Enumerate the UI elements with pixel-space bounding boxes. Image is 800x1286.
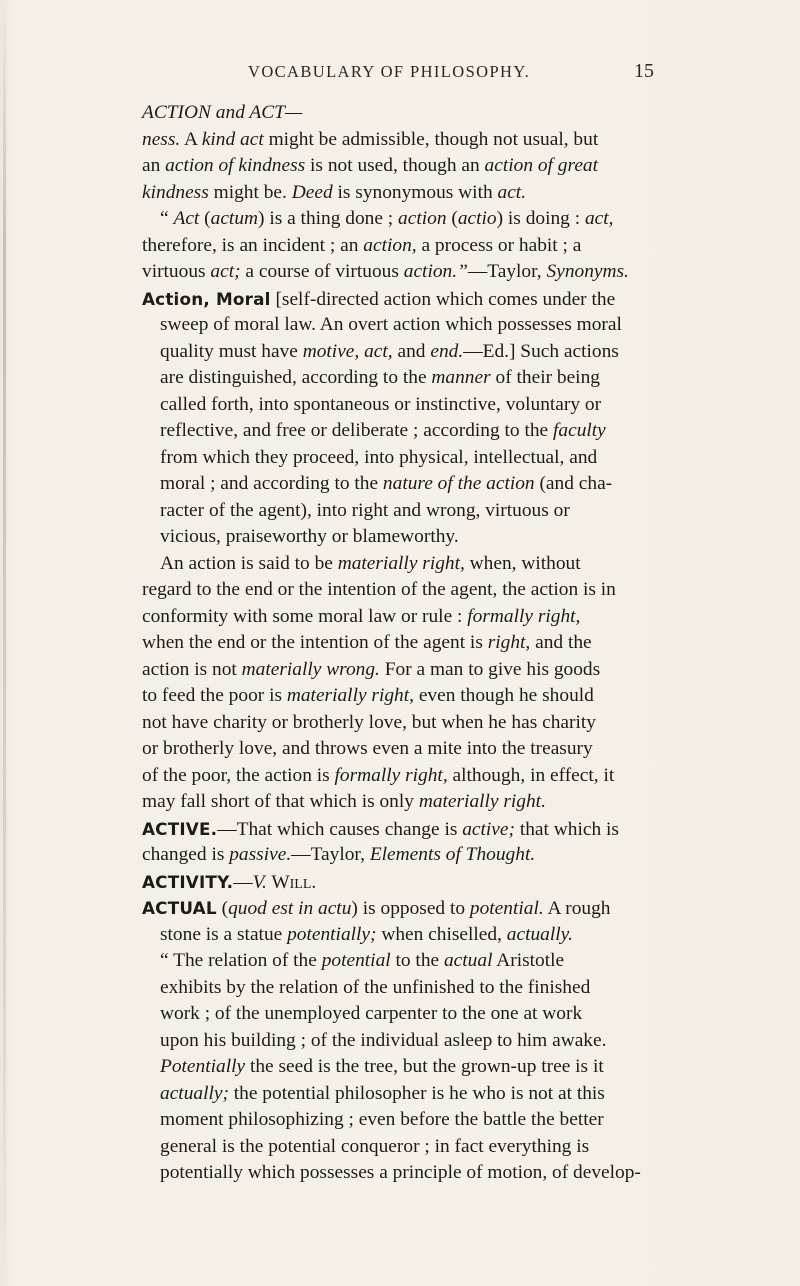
- text-run: —That which causes change is: [217, 819, 463, 840]
- text-run: active;: [462, 819, 515, 840]
- text-run: —Taylor,: [291, 844, 370, 865]
- text-run: moment philosophizing ; even before the battle the better: [160, 1109, 604, 1130]
- text-run: —: [233, 872, 253, 893]
- text-run: stone is a statue: [160, 924, 288, 945]
- text-run: (and cha-: [534, 473, 613, 494]
- text-run: action of great: [484, 155, 599, 176]
- text-line: [160, 1134, 662, 1160]
- text-line: [142, 710, 662, 736]
- text-run: that which is: [514, 819, 619, 840]
- text-line: [142, 842, 662, 868]
- text-run: A rough: [543, 898, 611, 919]
- text-run: a course of virtuous: [240, 261, 404, 282]
- text-line: [142, 233, 662, 259]
- text-run: from which they proceed, into physical, intellectual, and: [160, 447, 598, 468]
- text-line: [160, 975, 662, 1001]
- text-run: racter of the agent), into right and wrong, virtuous or: [160, 500, 570, 521]
- text-run: ) is opposed to: [351, 898, 470, 919]
- text-line: [160, 948, 662, 974]
- text-run: potential: [321, 950, 391, 971]
- text-run: right,: [487, 632, 531, 653]
- text-line: [160, 312, 662, 338]
- text-run: changed is: [142, 844, 230, 865]
- text-run: action is not: [142, 659, 242, 680]
- text-run: sweep of moral law. An overt action which possesses moral: [160, 314, 622, 335]
- text-run: (: [216, 898, 229, 919]
- text-run: Synonyms.: [546, 261, 629, 282]
- text-run: Deed: [291, 182, 333, 203]
- text-run: formally right,: [467, 606, 581, 627]
- text-run: Elements of Thought.: [369, 844, 536, 865]
- text-run: quod est in actu: [228, 898, 352, 919]
- text-run: manner: [431, 367, 491, 388]
- text-run: Act: [173, 208, 200, 229]
- text-line: [142, 789, 662, 815]
- text-run: action: [398, 208, 447, 229]
- text-run: regard to the end or the intention of the agent, the action is in: [142, 579, 616, 600]
- text-run: Aristotle: [492, 950, 565, 971]
- text-line: [160, 392, 662, 418]
- text-run: when chiselled,: [376, 924, 507, 945]
- text-line: [142, 286, 662, 312]
- text-run: potential.: [469, 898, 544, 919]
- text-line: [142, 895, 662, 921]
- text-line: [142, 577, 662, 603]
- text-run: is not used, though an: [305, 155, 485, 176]
- text-run: action.”: [403, 261, 468, 282]
- text-run: “ The relation of the: [160, 950, 322, 971]
- text-run: an: [142, 155, 166, 176]
- text-run: upon his building ; of the individual asleep to him awake.: [160, 1030, 607, 1051]
- text-line: [160, 339, 662, 365]
- text-run: although, in effect, it: [447, 765, 615, 786]
- text-run: action,: [363, 235, 417, 256]
- text-run: ) is doing :: [496, 208, 585, 229]
- text-run: and the: [530, 632, 592, 653]
- text-line: [160, 551, 662, 577]
- text-run: kindness: [142, 182, 209, 203]
- text-line: [142, 153, 662, 179]
- text-run: materially right.: [418, 791, 546, 812]
- text-run: of their being: [490, 367, 600, 388]
- text-run: ACTION and ACT—: [142, 102, 303, 123]
- text-run: when the end or the intention of the agent is: [142, 632, 488, 653]
- text-line: [142, 604, 662, 630]
- text-run: moral ; and according to the: [160, 473, 383, 494]
- text-run: ACTUAL: [142, 898, 217, 918]
- text-line: [160, 922, 662, 948]
- text-run: faculty: [553, 420, 606, 441]
- text-run: work ; of the unemployed carpenter to the one at work: [160, 1003, 583, 1024]
- text-line: [142, 869, 662, 895]
- text-run: when, without: [464, 553, 581, 574]
- page-number: 15: [634, 60, 654, 82]
- text-run: materially right,: [337, 553, 465, 574]
- text-run: materially wrong.: [241, 659, 380, 680]
- text-run: act.: [497, 182, 527, 203]
- text-run: conformity with some moral law or rule :: [142, 606, 468, 627]
- text-run: actual: [443, 950, 493, 971]
- text-run: action of kindness: [165, 155, 306, 176]
- text-run: even though he should: [413, 685, 594, 706]
- text-run: (: [446, 208, 458, 229]
- text-run: may fall short of that which is only: [142, 791, 419, 812]
- text-run: therefore, is an incident ; an: [142, 235, 364, 256]
- text-run: actually.: [506, 924, 574, 945]
- text-line: [142, 100, 662, 126]
- text-line: [160, 1160, 662, 1186]
- running-title: VOCABULARY OF PHILOSOPHY.: [248, 62, 531, 81]
- text-run: formally right,: [334, 765, 448, 786]
- text-run: the potential philosopher is he who is not at this: [228, 1083, 605, 1104]
- text-run: materially right,: [286, 685, 414, 706]
- text-run: —Ed.] Such actions: [463, 341, 619, 362]
- text-run: end.: [430, 341, 464, 362]
- text-run: ness.: [142, 129, 181, 150]
- text-run: actum: [210, 208, 259, 229]
- text-run: exhibits by the relation of the unfinished to the finished: [160, 977, 591, 998]
- text-line: [142, 736, 662, 762]
- text-run: or brotherly love, and throws even a mite into the treasury: [142, 738, 593, 759]
- text-run: actio: [457, 208, 497, 229]
- text-line: [160, 365, 662, 391]
- text-line: [142, 180, 662, 206]
- text-run: Potentially: [160, 1056, 246, 1077]
- text-run: potentially;: [287, 924, 377, 945]
- text-run: For a man to give his goods: [379, 659, 601, 680]
- text-line: [160, 524, 662, 550]
- text-run: might be.: [208, 182, 292, 203]
- text-run: Will.: [266, 872, 317, 893]
- text-line: [160, 1054, 662, 1080]
- text-line: [142, 683, 662, 709]
- text-run: kind act: [201, 129, 264, 150]
- text-run: passive.: [229, 844, 292, 865]
- text-line: [160, 1081, 662, 1107]
- text-run: An action is said to be: [160, 553, 338, 574]
- text-run: might be admissible, though not usual, but: [263, 129, 599, 150]
- text-run: virtuous: [142, 261, 211, 282]
- text-run: to feed the poor is: [142, 685, 287, 706]
- text-line: [142, 763, 662, 789]
- text-run: a process or habit ; a: [416, 235, 582, 256]
- text-line: [142, 259, 662, 285]
- text-run: Action, Moral: [142, 289, 271, 309]
- text-run: [self-directed action which comes under the: [270, 289, 616, 310]
- text-run: reflective, and free or deliberate ; according to the: [160, 420, 553, 441]
- text-run: actually;: [160, 1083, 229, 1104]
- text-run: to the: [390, 950, 444, 971]
- text-run: ACTIVE.: [142, 819, 218, 839]
- text-line: [160, 471, 662, 497]
- text-run: potentially which possesses a principle of motion, of develop-: [160, 1162, 641, 1183]
- text-run: and: [392, 341, 431, 362]
- text-line: [160, 1107, 662, 1133]
- text-line: [160, 1028, 662, 1054]
- text-run: called forth, into spontaneous or instinctive, voluntary or: [160, 394, 602, 415]
- text-run: the seed is the tree, but the grown-up tree is it: [245, 1056, 604, 1077]
- text-run: ACTIVITY.: [142, 872, 234, 892]
- text-run: act;: [210, 261, 241, 282]
- text-run: general is the potential conqueror ; in fact everything is: [160, 1136, 590, 1157]
- text-line: [142, 127, 662, 153]
- text-run: V.: [252, 872, 267, 893]
- text-run: motive, act,: [302, 341, 393, 362]
- text-run: are distinguished, according to the: [160, 367, 432, 388]
- text-line: [160, 445, 662, 471]
- text-run: —Taylor,: [467, 261, 547, 282]
- text-run: “: [160, 208, 174, 229]
- text-run: not have charity or brotherly love, but when he has charity: [142, 712, 596, 733]
- text-run: of the poor, the action is: [142, 765, 335, 786]
- text-run: ) is a thing done ;: [258, 208, 399, 229]
- text-run: act,: [584, 208, 614, 229]
- text-line: [160, 418, 662, 444]
- text-run: nature of the action: [382, 473, 535, 494]
- text-run: quality must have: [160, 341, 303, 362]
- text-line: [142, 630, 662, 656]
- text-line: [160, 498, 662, 524]
- text-line: [142, 657, 662, 683]
- text-run: vicious, praiseworthy or blameworthy.: [160, 526, 459, 547]
- text-run: (: [199, 208, 211, 229]
- text-line: [142, 816, 662, 842]
- text-line: [160, 1001, 662, 1027]
- text-line: [160, 206, 662, 232]
- text-run: is synonymous with: [332, 182, 498, 203]
- text-run: A: [180, 129, 202, 150]
